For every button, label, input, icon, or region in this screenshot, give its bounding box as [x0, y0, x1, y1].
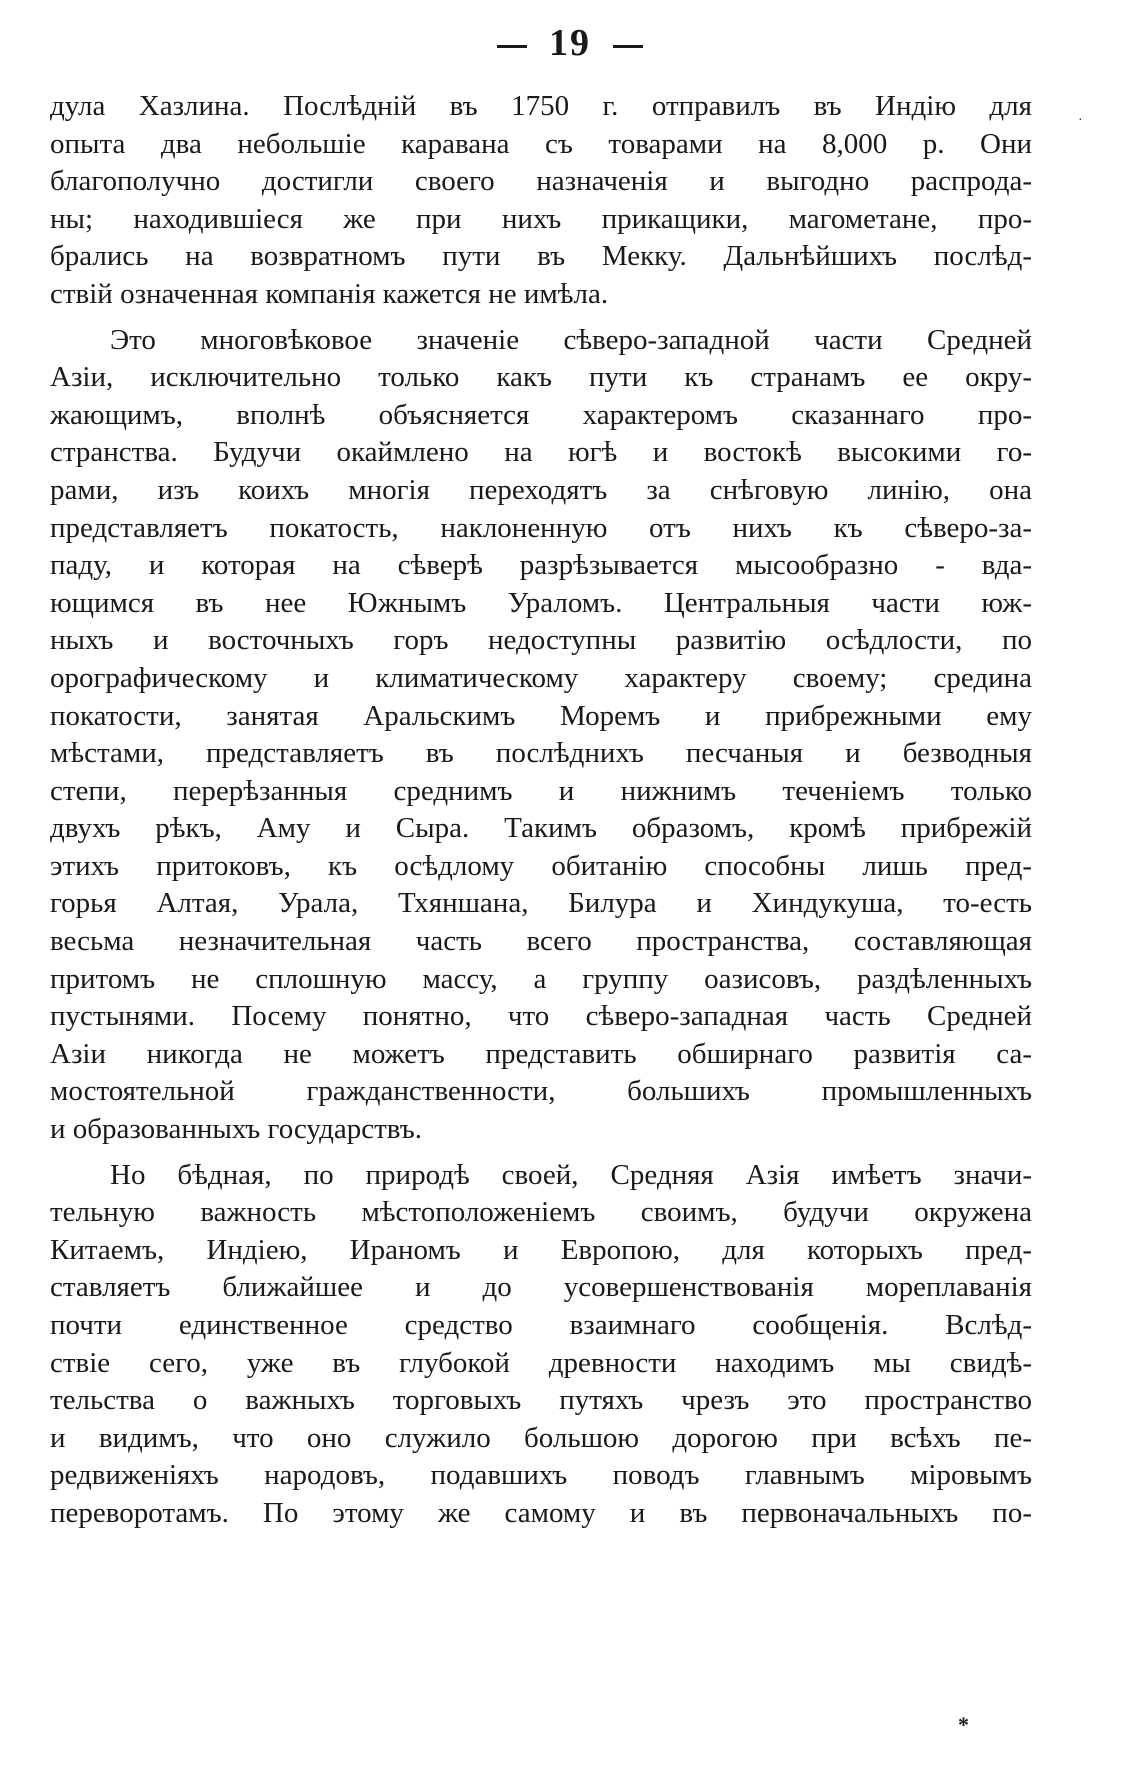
- text-line: Это многовѣковое значеніе сѣверо-западной части Средней: [110, 323, 1032, 356]
- paragraph-1: [50, 88, 1032, 314]
- right-dash: [613, 45, 643, 48]
- text-line: мѣстами, представляетъ въ послѣднихъ песчаныя и безводныя: [50, 737, 1032, 770]
- page-number: 19: [549, 22, 591, 64]
- text-line: дула Хазлина. Послѣдній въ 1750 г. отправилъ въ Индію для: [50, 90, 1032, 122]
- paragraph-3: [50, 1157, 1032, 1533]
- left-dash: [497, 45, 527, 48]
- text-line: ющимся въ нее Южнымъ Ураломъ. Центральныя части юж-: [50, 586, 1032, 619]
- text-line: рами, изъ коихъ многія переходятъ за снѣговую линію, она: [50, 473, 1032, 506]
- paragraph-gap: [50, 1149, 1032, 1157]
- text-line: почти единственное средство взаимнаго сообщенія. Вслѣд-: [50, 1309, 1032, 1341]
- text-line: весьма незначительная часть всего пространства, составляющая: [50, 925, 1032, 958]
- text-line: горья Алтая, Урала, Тхяншана, Билура и Хиндукуша, то-есть: [50, 887, 1032, 920]
- paragraph-gap: [50, 314, 1032, 322]
- text-line: ствій означенная компанія кажется не имѣла.: [50, 277, 609, 310]
- text-line: мостоятельной гражданственности, большихъ промышленныхъ: [50, 1075, 1032, 1108]
- text-line: Азіи никогда не можетъ представить обширнаго развитія са-: [50, 1037, 1032, 1070]
- page-header: [0, 18, 1140, 68]
- text-line: Азіи, исключительно только какъ пути къ странамъ ее окру-: [50, 361, 1032, 394]
- text-line: представляетъ покатость, наклоненную отъ нихъ къ сѣверо-за-: [50, 511, 1032, 544]
- text-line: покатости, занятая Аральскимъ Моремъ и прибрежными ему: [50, 699, 1032, 732]
- text-line: этихъ притоковъ, къ осѣдлому обитанію способны лишь пред-: [50, 849, 1032, 882]
- text-line: тельную важность мѣстоположеніемъ своимъ, будучи окружена: [50, 1196, 1032, 1229]
- text-line: ны; находившіеся же при нихъ прикащики, магометане, про-: [50, 202, 1032, 235]
- text-line: брались на возвратномъ пути въ Мекку. Дальнѣйшихъ послѣд-: [50, 240, 1032, 273]
- text-line: странства. Будучи окаймлено на югѣ и востокѣ высокими го-: [50, 436, 1032, 469]
- text-line: ныхъ и восточныхъ горъ недоступны развитію осѣдлости, по: [50, 624, 1032, 657]
- text-line: паду, и которая на сѣверѣ разрѣзывается мысообразно - вда-: [50, 549, 1032, 582]
- signature-mark: *: [958, 1712, 969, 1737]
- text-line: степи, перерѣзанныя среднимъ и нижнимъ теченіемъ только: [50, 774, 1032, 807]
- text-line: двухъ рѣкъ, Аму и Сыра. Такимъ образомъ, кромѣ прибрежій: [50, 812, 1032, 845]
- text-line: и видимъ, что оно служило большою дорогою при всѣхъ пе-: [50, 1421, 1032, 1454]
- body-text: [50, 88, 1032, 1533]
- text-line: опыта два небольшіе каравана съ товарами на 8,000 р. Они: [50, 127, 1032, 160]
- text-line: притомъ не сплошную массу, а группу оазисовъ, раздѣленныхъ: [50, 962, 1032, 995]
- text-line: ствіе сего, уже въ глубокой древности находимъ мы свидѣ-: [50, 1346, 1032, 1379]
- text-line: ставляетъ ближайшее и до усовершенствованія мореплаванія: [50, 1271, 1032, 1304]
- text-line: Но бѣдная, по природѣ своей, Средняя Азія имѣетъ значи-: [110, 1158, 1032, 1191]
- text-line: Китаемъ, Индіею, Ираномъ и Европою, для которыхъ пред-: [50, 1233, 1032, 1266]
- text-line: редвиженіяхъ народовъ, подавшихъ поводъ главнымъ міровымъ: [50, 1459, 1032, 1492]
- margin-mark: ·: [1078, 113, 1083, 128]
- text-line: тельства о важныхъ торговыхъ путяхъ чрезъ это пространство: [50, 1384, 1032, 1417]
- text-line: благополучно достигли своего назначенія и выгодно распрода-: [50, 165, 1032, 198]
- text-line: переворотамъ. По этому же самому и въ первоначальныхъ по-: [50, 1496, 1032, 1529]
- text-line: орографическому и климатическому характеру своему; средина: [50, 661, 1032, 694]
- text-line: и образованныхъ государствъ.: [50, 1113, 422, 1146]
- paragraph-2: [50, 322, 1032, 1149]
- text-line: жающимъ, вполнѣ объясняется характеромъ сказаннаго про-: [50, 398, 1032, 431]
- text-line: пустынями. Посему понятно, что сѣверо-западная часть Средней: [50, 1000, 1032, 1033]
